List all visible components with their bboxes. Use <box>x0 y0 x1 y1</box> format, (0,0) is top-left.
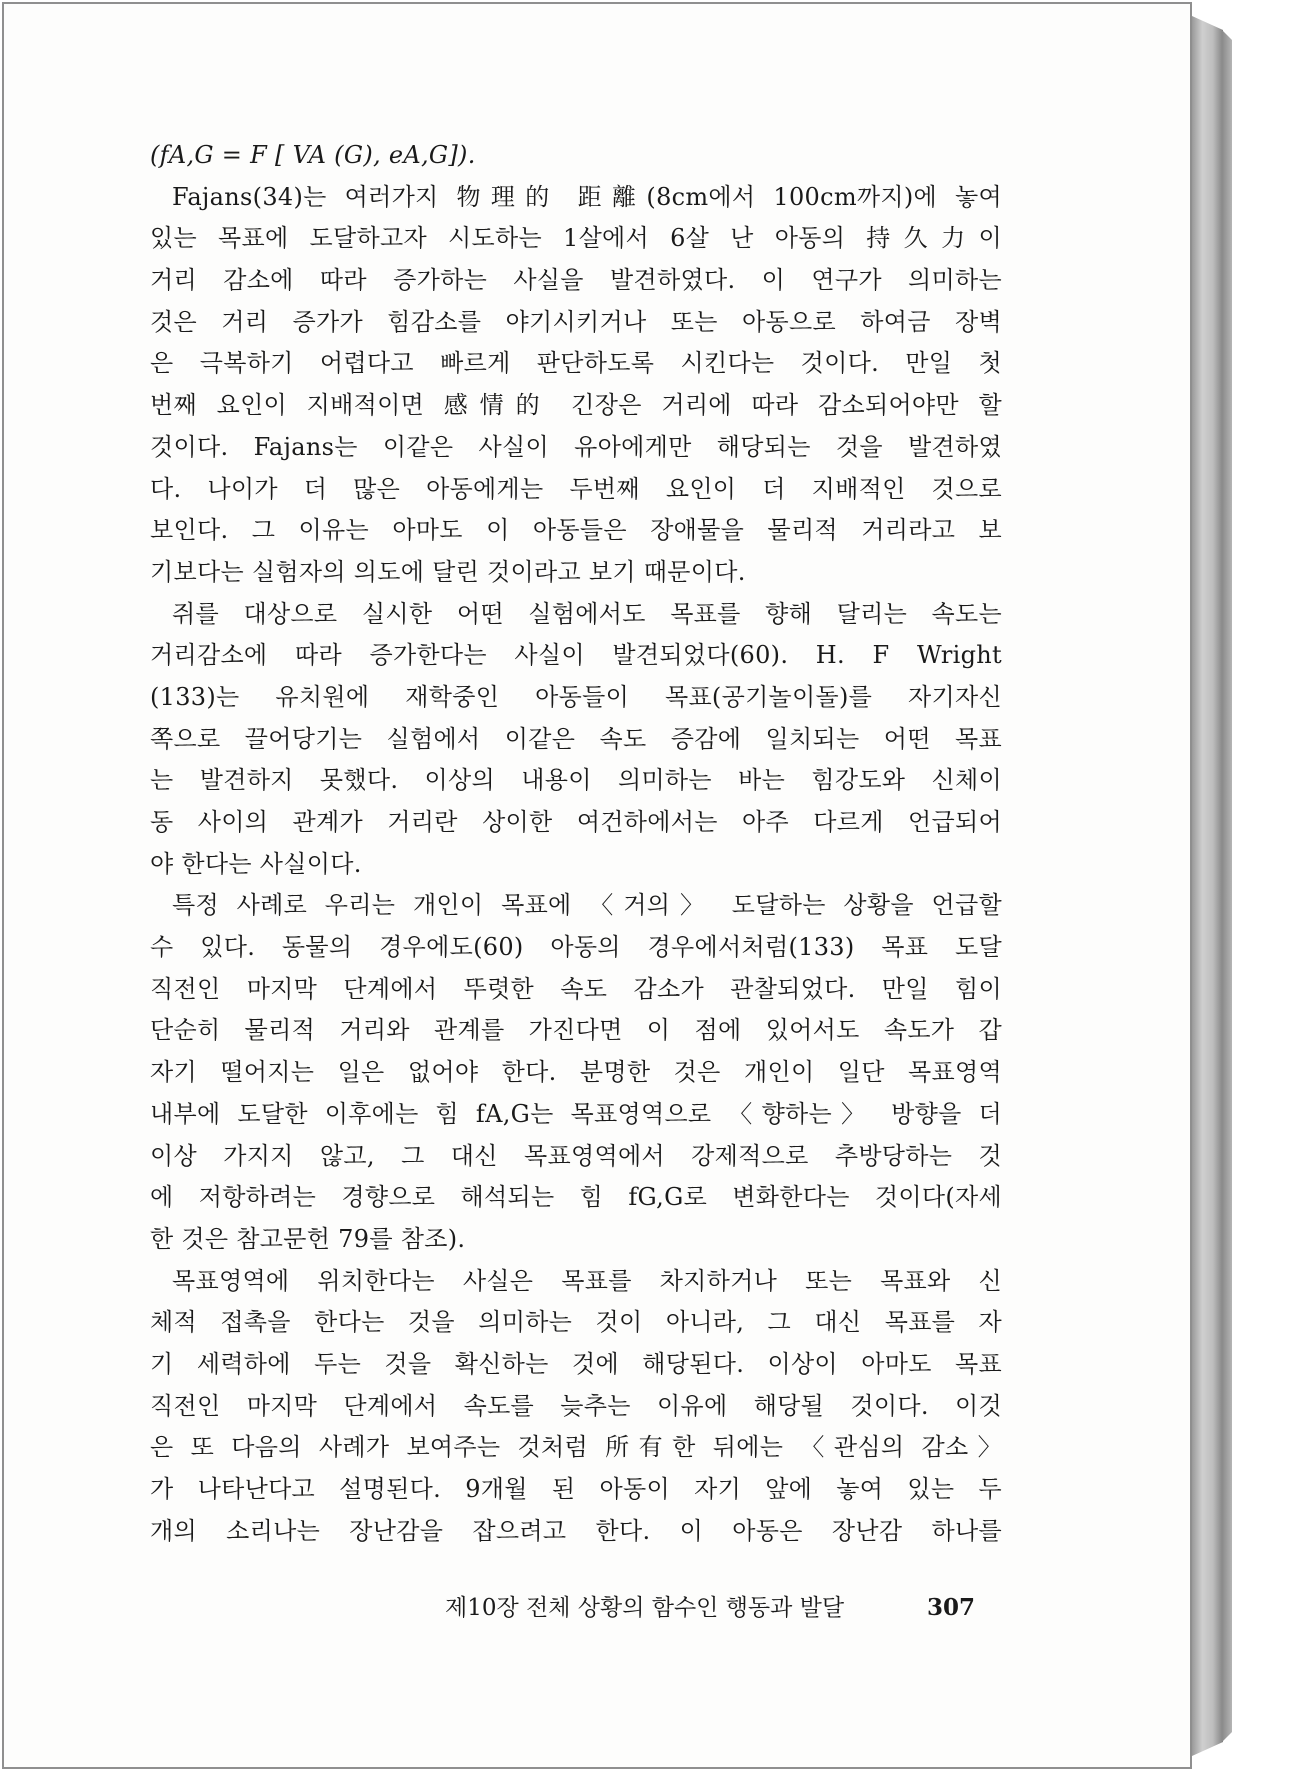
paragraph-line: 기보다는 실험자의 의도에 달린 것이라고 보기 때문이다. <box>150 557 746 586</box>
paragraph-line: 특정 사례로 우리는 개인이 목표에 〈거의〉 도달하는 상황을 언급할 <box>172 891 1002 920</box>
paragraph-line: 야 한다는 사실이다. <box>150 849 362 878</box>
paragraph-line: 있는 목표에 도달하고자 시도하는 1살에서 6살 난 아동의 持久力이 <box>150 224 1002 253</box>
paragraph-line: (133)는 유치원에 재학중인 아동들이 목표(공기놀이돌)를 자기자신 <box>150 682 1002 711</box>
body-text <box>150 135 1002 1552</box>
paragraph-line: Fajans(34)는 여러가지 物理的 距離(8cm에서 100cm까지)에 놓여 <box>172 182 1002 211</box>
paragraph-line: 것이다. Fajans는 이같은 사실이 유아에게만 해당되는 것을 발견하였 <box>150 432 1002 461</box>
page-edge <box>1192 16 1223 1756</box>
paragraph-line: 한 것은 참고문헌 79를 참조). <box>150 1224 466 1253</box>
paragraph-line: 거리 감소에 따라 증가하는 사실을 발견하였다. 이 연구가 의미하는 <box>150 266 1002 295</box>
paragraph-line: 이상 가지지 않고, 그 대신 목표영역에서 강제적으로 추방당하는 것 <box>150 1141 1002 1170</box>
paragraph-line: 체적 접촉을 한다는 것을 의미하는 것이 아니라, 그 대신 목표를 자 <box>150 1308 1002 1337</box>
paragraph-line: 수 있다. 동물의 경우에도(60) 아동의 경우에서처럼(133) 목표 도달 <box>150 933 1002 962</box>
paragraph-line: 내부에 도달한 이후에는 힘 fA,G는 목표영역으로 〈향하는〉 방향을 더 <box>150 1099 1002 1128</box>
formula-line: (fA,G = F [ VA (G), eA,G]). <box>150 141 476 169</box>
paragraph-line: 쥐를 대상으로 실시한 어떤 실험에서도 목표를 향해 달리는 속도는 <box>172 599 1002 628</box>
paragraph-line: 개의 소리나는 장난감을 잡으려고 한다. 이 아동은 장난감 하나를 <box>150 1516 1002 1545</box>
paragraph-line: 목표영역에 위치한다는 사실은 목표를 차지하거나 또는 목표와 신 <box>172 1266 1002 1295</box>
paragraph-line: 단순히 물리적 거리와 관계를 가진다면 이 점에 있어서도 속도가 갑 <box>150 1016 1002 1045</box>
paragraph-line: 가 나타난다고 설명된다. 9개월 된 아동이 자기 앞에 놓여 있는 두 <box>150 1475 1002 1503</box>
paragraph-line: 거리감소에 따라 증가한다는 사실이 발견되었다(60). H. F Wright <box>150 641 1002 670</box>
paragraph-line: 자기 떨어지는 일은 없어야 한다. 분명한 것은 개인이 일단 목표영역 <box>150 1058 1002 1087</box>
paragraph-line: 직전인 마지막 단계에서 속도를 늦추는 이유에 해당될 것이다. 이것 <box>150 1391 1002 1420</box>
chapter-title: 제10장 전체 상황의 함수인 행동과 발달 <box>445 1595 845 1621</box>
paragraph-line: 은 또 다음의 사례가 보여주는 것처럼 所有한 뒤에는 〈관심의 감소〉 <box>150 1433 1002 1462</box>
paragraph-line: 에 저항하려는 경향으로 해석되는 힘 fG,G로 변화한다는 것이다(자세 <box>150 1183 1002 1212</box>
paragraph-line: 번째 요인이 지배적이면 感情的 긴장은 거리에 따라 감소되어야만 할 <box>150 391 1002 420</box>
paragraph-line: 보인다. 그 이유는 아마도 이 아동들은 장애물을 물리적 거리라고 보 <box>150 516 1002 545</box>
paragraph-line: 쪽으로 끌어당기는 실험에서 이같은 속도 증감에 일치되는 어떤 목표 <box>150 724 1002 753</box>
page-number: 307 <box>926 1594 975 1621</box>
paragraph-line: 는 발견하지 못했다. 이상의 내용이 의미하는 바는 힘강도와 신체이 <box>150 766 1002 795</box>
paragraph-line: 은 극복하기 어렵다고 빠르게 판단하도록 시킨다는 것이다. 만일 첫 <box>150 349 1002 378</box>
paragraph-line: 기 세력하에 두는 것을 확신하는 것에 해당된다. 이상이 아마도 목표 <box>150 1349 1002 1378</box>
paragraph-line: 다. 나이가 더 많은 아동에게는 두번째 요인이 더 지배적인 것으로 <box>150 474 1002 503</box>
paragraph-line: 것은 거리 증가가 힘감소를 야기시키거나 또는 아동으로 하여금 장벽 <box>150 307 1002 336</box>
paragraph-line: 직전인 마지막 단계에서 뚜렷한 속도 감소가 관찰되었다. 만일 힘이 <box>150 974 1002 1003</box>
page-edge-back <box>1222 30 1232 1742</box>
paragraph-line: 동 사이의 관계가 거리란 상이한 여건하에서는 아주 다르게 언급되어 <box>150 808 1002 836</box>
page-footer <box>445 1588 975 1628</box>
